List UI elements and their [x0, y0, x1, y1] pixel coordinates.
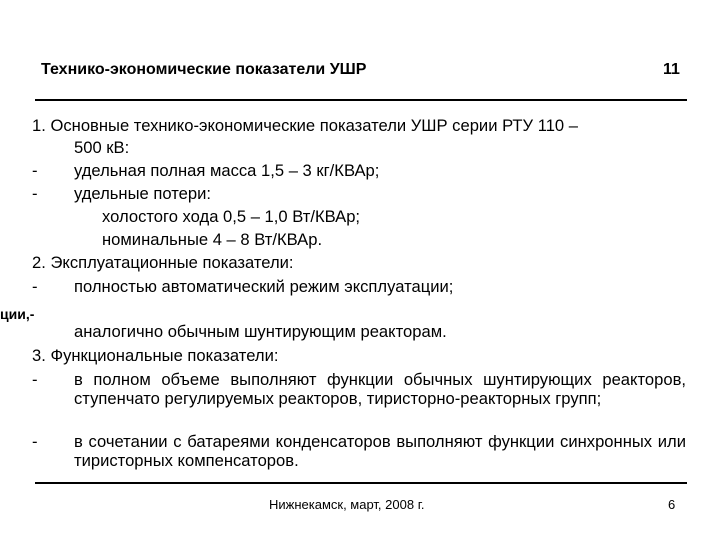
section-1-heading-cont: 500 кВ:: [74, 138, 130, 157]
section-3-heading: 3. Функциональные показатели:: [32, 346, 279, 365]
bullet-dash: -: [32, 184, 38, 203]
slide-title: Технико-экономические показатели УШР: [41, 61, 367, 78]
losses-item: удельные потери:: [74, 184, 211, 203]
overflow-text-fragment: ции,-: [0, 306, 35, 322]
mass-item: удельная полная масса 1,5 – 3 кг/КВАр;: [74, 161, 380, 180]
bullet-dash: -: [32, 432, 38, 451]
section-2-heading: 2. Эксплуатационные показатели:: [32, 253, 294, 272]
function-item-2: в сочетании с батареями конденсаторов выполняют функции синхронных или тиристорных компенсаторов.: [74, 432, 686, 470]
footer-page-number: 6: [668, 497, 676, 512]
nominal-losses: номинальные 4 – 8 Вт/КВАр.: [102, 230, 323, 249]
bullet-dash: -: [32, 370, 38, 389]
bullet-dash: -: [32, 161, 38, 180]
idle-losses: холостого хода 0,5 – 1,0 Вт/КВАр;: [102, 207, 361, 226]
section-1-heading: 1. Основные технико-экономические показатели УШР серии РТУ 110 –: [32, 116, 578, 135]
header-divider: [35, 99, 687, 101]
footer-location-date: Нижнекамск, март, 2008 г.: [269, 497, 425, 512]
bullet-dash: -: [32, 277, 38, 296]
function-item-1: в полном объеме выполняют функции обычных шунтирующих реакторов, ступенчато регулируемых реакторов, тиристорно-реакторных групп;: [74, 370, 686, 408]
slide-number: 11: [663, 61, 680, 78]
similar-item: аналогично обычным шунтирующим реакторам.: [74, 322, 447, 341]
auto-mode-item: полностью автоматический режим эксплуатации;: [74, 277, 454, 296]
footer-divider: [35, 482, 687, 484]
